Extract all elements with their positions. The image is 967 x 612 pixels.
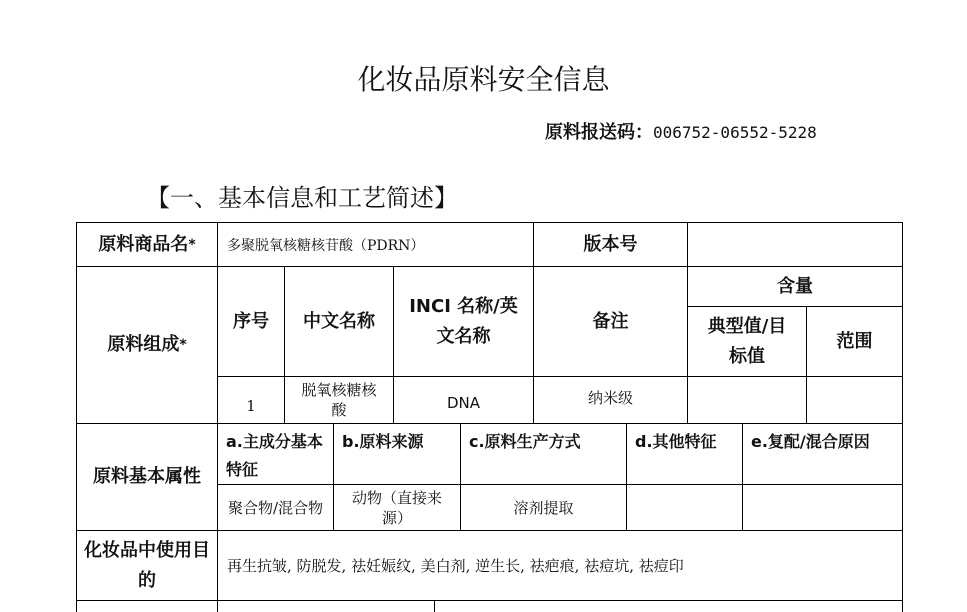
required-mark: * xyxy=(188,236,196,253)
col-seq-header xyxy=(217,266,285,377)
attr-a-header xyxy=(217,423,334,485)
col-inci-label: INCI 名称/英文名称 xyxy=(409,295,518,347)
attributes-label: 原料基本属性 xyxy=(93,466,201,487)
attr-d-value-cell xyxy=(626,484,743,531)
required-mark: * xyxy=(179,337,187,353)
version-value-cell xyxy=(687,222,903,267)
attr-e-label: e.复配/混合原因 xyxy=(751,432,870,451)
attributes-label-cell xyxy=(76,423,218,531)
col-cn-name-label: 中文名称 xyxy=(303,310,375,332)
trade-name-value-cell xyxy=(217,222,534,267)
trade-name-label-cell xyxy=(76,222,218,267)
col-range-label: 范围 xyxy=(836,330,873,352)
attr-b-value-cell xyxy=(333,484,461,531)
composition-label: 原料组成 xyxy=(107,334,180,355)
attr-a-value: 聚合物/混合物 xyxy=(227,498,324,517)
attr-b-value: 动物（直接来源） xyxy=(351,488,442,527)
report-code xyxy=(545,118,817,144)
attr-c-value-cell xyxy=(460,484,627,531)
row1-seq: 1 xyxy=(246,397,256,415)
col-inci-header xyxy=(393,266,534,377)
composition-label-cell xyxy=(76,266,218,424)
row1-remark: 纳米级 xyxy=(587,389,633,407)
row1-range-cell xyxy=(806,376,903,424)
col-cn-name-header xyxy=(284,266,394,377)
trade-name-label: 原料商品名 xyxy=(98,233,189,255)
attr-b-label: b.原料来源 xyxy=(342,432,424,451)
row1-inci-cell xyxy=(393,376,534,424)
col-remark-header xyxy=(533,266,688,377)
content-header-label: 含量 xyxy=(777,275,813,297)
attr-d-label: d.其他特征 xyxy=(635,432,717,451)
section-heading: 【一、基本信息和工艺简述】 xyxy=(146,184,458,212)
attr-c-value: 溶剂提取 xyxy=(513,498,574,517)
col-seq-label: 序号 xyxy=(233,310,269,332)
purpose-label-cell xyxy=(76,530,218,601)
purpose-label: 化妆品中使用目的 xyxy=(84,539,210,591)
col-typical-header xyxy=(687,306,807,377)
row1-cn-name-cell xyxy=(284,376,394,424)
next-row-label-cell xyxy=(76,600,218,612)
col-remark-label: 备注 xyxy=(592,310,629,332)
row1-inci: DNA xyxy=(446,394,481,412)
col-range-header xyxy=(806,306,903,377)
attr-d-header xyxy=(626,423,743,485)
attr-c-label: c.原料生产方式 xyxy=(469,432,581,451)
content-header xyxy=(687,266,903,307)
version-label-cell xyxy=(533,222,688,267)
attr-c-header xyxy=(460,423,627,485)
purpose-value: 再生抗皱, 防脱发, 祛妊娠纹, 美白剂, 逆生长, 祛疤痕, 祛痘坑, 祛痘印 xyxy=(227,556,684,575)
col-typical-label: 典型值/目标值 xyxy=(707,315,787,367)
attr-e-header xyxy=(742,423,903,485)
page-title: 化妆品原料安全信息 xyxy=(357,63,610,96)
attr-a-value-cell xyxy=(217,484,334,531)
attr-e-value-cell xyxy=(742,484,903,531)
row1-seq-cell xyxy=(217,376,285,424)
row1-typical-cell xyxy=(687,376,807,424)
trade-name-value: 多聚脱氧核糖核苷酸（PDRN） xyxy=(227,237,425,254)
attr-b-header xyxy=(333,423,461,485)
next-row-cell-1 xyxy=(217,600,435,612)
attr-a-label: a.主成分基本特征 xyxy=(226,432,323,479)
purpose-value-cell xyxy=(217,530,903,601)
report-code-value: 006752-06552-5228 xyxy=(653,123,817,142)
row1-remark-cell xyxy=(533,376,688,424)
next-row-cell-2 xyxy=(434,600,903,612)
version-label: 版本号 xyxy=(583,233,638,255)
row1-cn-name: 脱氧核糖核酸 xyxy=(301,381,377,419)
report-code-label: 原料报送码： xyxy=(545,122,653,143)
